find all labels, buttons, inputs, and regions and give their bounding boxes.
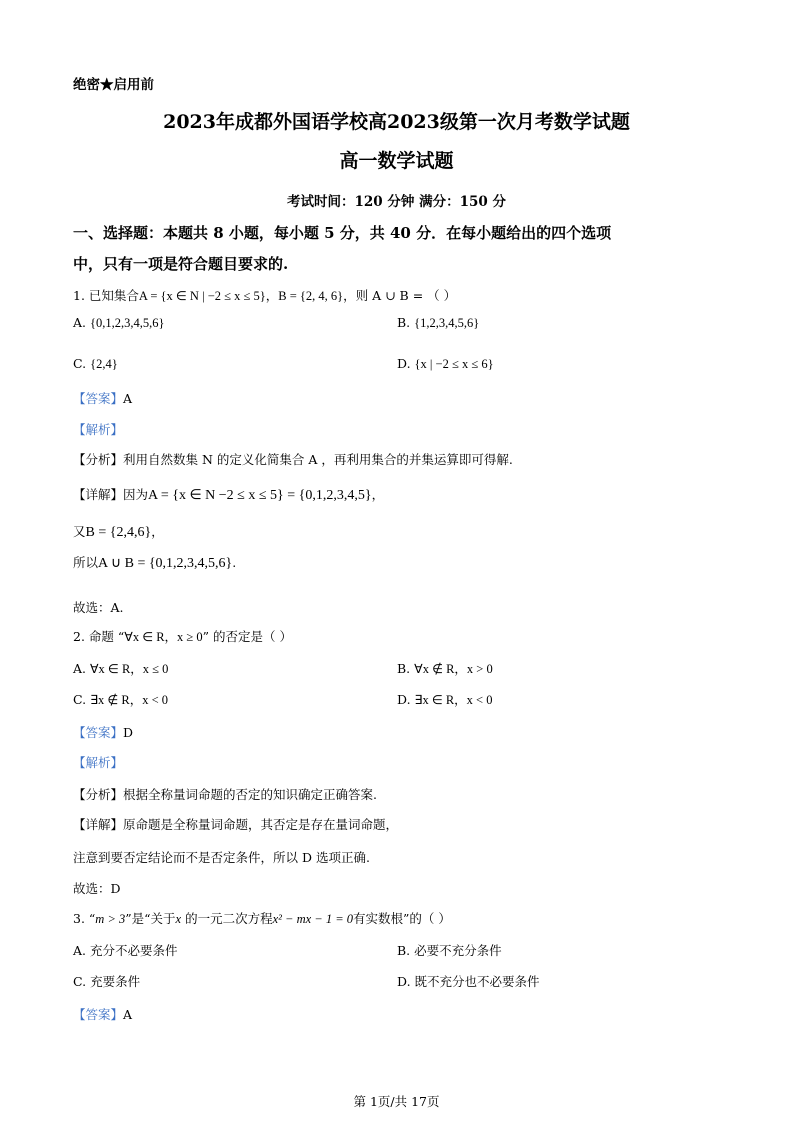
q1-stem-text: 1. 已知集合 — [73, 288, 139, 303]
q1-xiangjie-text: 因为 — [123, 487, 149, 502]
option-label: B. — [397, 315, 411, 330]
q3-stem-text: 3. “ — [73, 911, 96, 926]
q3-option-b — [397, 941, 502, 959]
q2-xiangjie — [73, 815, 398, 833]
q2-stem-tail: ” 的否定是（ ） — [202, 629, 292, 644]
q1-you-text: 又 — [73, 524, 86, 539]
q1-fenxi — [73, 450, 513, 468]
q2-fenxi-text: 根据全称量词命题的否定的知识确定正确答案. — [123, 787, 377, 802]
q1-suoyi — [73, 553, 236, 572]
q2-analysis-tag: 【解析】 — [73, 755, 124, 770]
page-subtitle: 高一数学试题 — [339, 150, 454, 172]
q3-option-a-text: 充分不必要条件 — [90, 943, 178, 958]
q3-stem-tail: 有实数根”的（ ） — [353, 911, 451, 926]
q2-stem-math: ∀x ∈ R，x ≥ 0 — [124, 630, 203, 644]
q2-option-b — [397, 659, 493, 677]
option-label: C. — [73, 356, 87, 371]
answer-tag: 【答案】 — [73, 391, 124, 406]
q3-stem-text2: ”是“关于 — [125, 911, 176, 926]
exam-title: 2023年成都外国语学校高2023级第一次月考数学试题 — [163, 111, 630, 133]
q3-option-a — [73, 941, 178, 959]
q2-option-a-text: ∀x ∈ R，x ≤ 0 — [90, 662, 169, 676]
q3-answer-value: A — [123, 1007, 133, 1022]
q3-option-c-text: 充要条件 — [90, 974, 141, 989]
q3-stem-text3: 的一元二次方程 — [181, 911, 273, 926]
q2-note: 注意到要否定结论而不是否定条件，所以 D 选项正确. — [73, 850, 370, 865]
q1-suoyi-text: 所以 — [73, 555, 99, 570]
q2-guxuan: 故选：D — [73, 881, 121, 896]
q2-option-a — [73, 659, 168, 677]
option-label: B. — [397, 661, 411, 676]
q3-option-c — [73, 972, 140, 990]
q1-option-c-text: {2,4} — [90, 357, 118, 371]
section-heading-line1: 一、选择题：本题共 8 小题，每小题 5 分，共 40 分．在每小题给出的四个选项 — [73, 224, 612, 242]
answer-tag: 【答案】 — [73, 1007, 124, 1022]
q1-option-a-text: {0,1,2,3,4,5,6} — [90, 316, 165, 330]
option-label: C. — [73, 974, 87, 989]
option-label: D. — [397, 356, 411, 371]
q3-stem-x: x — [175, 912, 182, 926]
q1-xiangjie — [73, 485, 384, 504]
fenxi-tag: 【分析】 — [73, 787, 124, 802]
q3-option-d-text: 既不充分也不必要条件 — [414, 974, 540, 989]
q1-you-tail: ， — [151, 524, 164, 539]
q1-xiangjie-tail: ， — [371, 487, 385, 502]
q1-stem-tail: ，则 A ∪ B = （ ） — [343, 288, 457, 303]
q3-stem-equation: x² − mx − 1 = 0 — [272, 912, 354, 926]
q3-option-d — [397, 972, 540, 990]
q1-suoyi-tail: . — [232, 555, 237, 570]
xiangjie-tag: 【详解】 — [73, 487, 124, 502]
q2-xiangjie-text: 原命题是全称量词命题，其否定是存在量词命题， — [123, 817, 399, 832]
q1-comma: ， — [265, 288, 279, 303]
q1-option-b — [397, 315, 479, 331]
option-label: B. — [397, 943, 411, 958]
q2-option-c-text: ∃x ∉ R，x < 0 — [90, 693, 169, 707]
exam-time-info: 考试时间：120 分钟 满分：150 分 — [287, 194, 506, 210]
option-label: A. — [73, 661, 87, 676]
q1-set-a: A = {x ∈ N | −2 ≤ x ≤ 5} — [138, 289, 266, 303]
option-label: A. — [73, 943, 87, 958]
q1-you-math: B = {2,4,6} — [85, 525, 152, 540]
answer-tag: 【答案】 — [73, 725, 124, 740]
q1-option-b-text: {1,2,3,4,5,6} — [414, 316, 480, 330]
q1-fenxi-text: 利用自然数集 N 的定义化简集合 A ，再利用集合的并集运算即可得解. — [123, 452, 513, 467]
option-label: D. — [397, 692, 411, 707]
q1-option-d — [397, 356, 494, 372]
page-number: 第 1页/共 17页 — [353, 1094, 440, 1109]
q2-stem — [73, 627, 292, 645]
q1-option-a — [73, 315, 165, 331]
q1-set-b: B = {2, 4, 6} — [278, 289, 344, 303]
q1-answer — [73, 389, 132, 407]
q2-stem-text: 2. 命题 “ — [73, 629, 125, 644]
q1-you — [73, 522, 164, 541]
q1-option-d-text: {x | −2 ≤ x ≤ 6} — [414, 357, 494, 371]
q1-suoyi-math: A ∪ B = {0,1,2,3,4,5,6} — [98, 556, 233, 571]
option-label: C. — [73, 692, 87, 707]
q2-option-c — [73, 690, 168, 708]
q1-xiangjie-math: A = {x ∈ N −2 ≤ x ≤ 5} = {0,1,2,3,4,5} — [148, 488, 372, 503]
q2-option-d — [397, 690, 492, 708]
q3-answer — [73, 1005, 132, 1023]
q3-stem-m: m > 3 — [95, 912, 126, 926]
q1-analysis-tag: 【解析】 — [73, 422, 124, 437]
xiangjie-tag: 【详解】 — [73, 817, 124, 832]
q2-answer — [73, 723, 133, 741]
section-heading-line2: 中，只有一项是符合题目要求的. — [73, 255, 289, 273]
q1-guxuan: 故选：A. — [73, 600, 124, 615]
q2-fenxi — [73, 785, 377, 803]
option-label: A. — [73, 315, 87, 330]
q3-option-b-text: 必要不充分条件 — [414, 943, 502, 958]
q3-stem — [73, 909, 451, 927]
q1-answer-value: A — [123, 391, 133, 406]
secret-label: 绝密★启用前 — [73, 77, 154, 93]
q2-option-d-text: ∃x ∈ R，x < 0 — [414, 693, 493, 707]
q1-stem — [73, 286, 456, 304]
option-label: D. — [397, 974, 411, 989]
q2-answer-value: D — [123, 725, 134, 740]
q1-option-c — [73, 356, 118, 372]
q2-option-b-text: ∀x ∉ R，x > 0 — [414, 662, 493, 676]
fenxi-tag: 【分析】 — [73, 452, 124, 467]
